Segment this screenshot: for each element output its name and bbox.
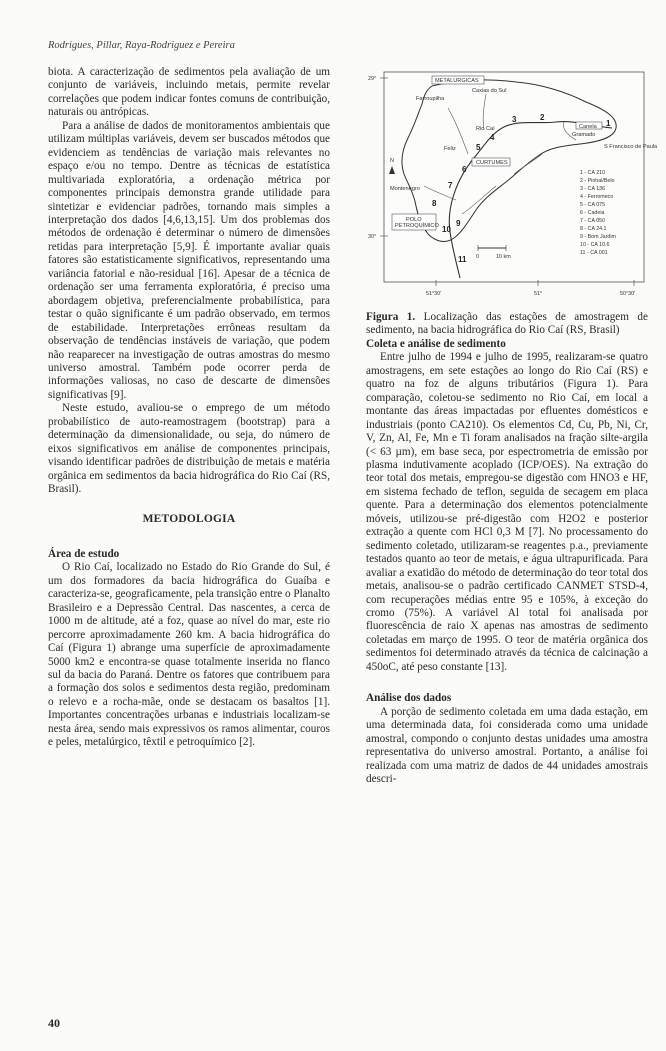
station-4: 4 — [490, 133, 495, 142]
label-caxias: Caxias do Sul — [472, 88, 507, 94]
paragraph-multivariate: Para a análise de dados de monitoramentos ambientais que utilizam múltiplas variáveis, devem ser buscados métodos que evidenciem as tendências de variação mais relevantes no espaço e/ou no tempo. Dentre as técnicas de estatística multivariada exploratória, a ordenação métrica por componentes principais demonstra grande utilidade para sintetizar e evidenciar padrões, tornando mais simples a interpretação dos dados [4,6,13,15]. Um dos problemas dos métodos de ordenação é determinar o número de dimensões retidas para interpretação [5,9]. É importante avaliar quais fatores são estatisticamente significativos, representando uma variância fatorial e não-residual [16]. Apesar de a técnica de ordenação ser uma ferramenta exploratória, é preciso uma abordagem objetiva, preferencialmente probabilística, para testar o quão significante é um padrão observado, em termos de estabilidade. Interpretações errôneas resultam da observação de tendências instáveis de variação, que podem não reaparecer na investigação de outras amostras do mesmo universo amostral. Também pode ocorrer perda de informações valiosas, no caso de descarte de dimensões significativas [9]. — [48, 119, 330, 401]
label-polo: POLO — [406, 217, 422, 223]
scale-zero-label: 0 — [476, 254, 479, 260]
label-petroquimico: PETROQUÍMICO — [395, 223, 439, 229]
figure-caption — [366, 311, 648, 338]
figure-label: Figura 1. — [366, 311, 416, 323]
label-farroupilha: Farroupilha — [416, 96, 445, 102]
subsection-title-analise: Análise dos dados — [366, 692, 452, 705]
legend-item: 1 - CA 210 — [580, 170, 606, 176]
legend-item: 7 - CA 050 — [580, 218, 606, 224]
station-3: 3 — [512, 115, 517, 124]
label-metalurgicas: METALURGICAS — [435, 78, 479, 84]
basin-map — [366, 66, 658, 301]
station-10: 10 — [442, 225, 451, 234]
station-11: 11 — [458, 255, 467, 264]
scale-km-label: 10 km — [496, 254, 511, 260]
paragraph-rio-cai: O Rio Caí, localizado no Estado do Rio Grande do Sul, é um dos formadores da bacia hidrográfica do Guaíba e caracteriza-se, geograficamente, pela transição entre o Planalto Brasileiro e a Depressão Central. Das nascentes, a cerca de 1000 m de altitude, até a foz, quase ao nível do mar, este rio percorre aproximadamente 260 km. A bacia hidrográfica do Caí (Figura 1) abrange uma superfície de aproximadamente 5000 km2 e encontra-se quase totalmente inserida no flanco sul da bacia do Paraná. Dentre os fatores que contribuem para a formação dos solos e sedimentos desta região, predominam o relevo e a rocha-mãe, onde se destacam os basaltos [1]. Importantes concentrações urbanas e industriais localizam-se nesta área, sendo mais expressivos os ramos alimentar, couros e peles, metalúrgico, têxtil e petroquímico [2]. — [48, 561, 331, 749]
figure-map — [366, 66, 658, 301]
label-rio-cai: Rio Caí — [476, 126, 495, 132]
north-label: N — [390, 158, 394, 164]
legend-item: 3 - CA 136 — [580, 186, 606, 192]
station-1: 1 — [606, 119, 611, 128]
label-montenegro: Montenegro — [390, 186, 420, 192]
legend-item: 8 - CA 24.1 — [580, 226, 607, 232]
left-column — [48, 66, 330, 750]
label-canela: Canela — [579, 124, 597, 130]
label-curtumes: CURTUMES — [476, 160, 508, 166]
station-5: 5 — [476, 143, 481, 152]
section-title-metodologia: METODOLOGIA — [142, 512, 236, 525]
paragraph-bootstrap: Neste estudo, avaliou-se o emprego de um método probabilístico de auto-reamostragem (bootstrap) para a determinação da dimensionalidade, ou seja, do número de eixos significativos em análise de componentes principais, visando identificar padrões de distribuição de metais e matéria orgânica em sedimentos da bacia hidrográfica do Rio Caí (RS, Brasil). — [48, 402, 330, 496]
lon-left-label: 51°30' — [426, 291, 442, 297]
label-feliz: Feliz — [444, 146, 456, 152]
legend-item: 4 - Ferromeco — [580, 194, 614, 200]
lat-top-label: 29° — [368, 76, 377, 82]
station-9: 9 — [456, 219, 461, 228]
legend-item: 11 - CA 001 — [580, 250, 608, 256]
label-gramado: Gramado — [572, 132, 596, 138]
lon-mid-label: 51° — [534, 291, 543, 297]
legend-item: 2 - Pinhal/Belo — [580, 178, 615, 184]
running-head: Rodrigues, Pillar, Raya-Rodriguez e Pereira — [48, 40, 235, 51]
label-sao-francisco: S Francisco de Paula — [604, 144, 658, 150]
paragraph-biota: biota. A caracterização de sedimentos pela avaliação de um conjunto de variáveis, incluindo metais, permite revelar correlações que podem indicar fontes comuns de contribuição, naturais ou antrópicas. — [48, 66, 330, 119]
page-number: 40 — [48, 1016, 60, 1030]
subsection-title-coleta: Coleta e análise de sedimento — [366, 337, 506, 350]
station-6: 6 — [462, 165, 467, 174]
paragraph-analise: A porção de sedimento coletada em uma dada estação, em uma determinada data, foi considerada como uma unidade amostral, compondo o conjunto destas unidades uma amostra representativa do universo amostral. Portanto, a análise foi realizada com uma matriz de dados de 44 unidades amostrais descri- — [366, 705, 648, 785]
legend-item: 6 - Cadeia — [580, 210, 605, 216]
subsection-title-area: Área de estudo — [48, 547, 120, 560]
right-column — [366, 66, 658, 786]
paragraph-coleta: Entre julho de 1994 e julho de 1995, realizaram-se quatro amostragens, em sete estações ao longo do Rio Caí (RS) e quatro na foz de alguns tributários (Figura 1). Para comparação, coletou-se sedimento no Rio Caí, em local a montante das áreas impactadas por efluentes domésticos e industriais (ponto CA210). Os elementos Cd, Cu, Pb, Ni, Cr, V, Zn, Al, Fe, Mn e Ti foram analisados na fração silte-argila (< 63 µm), em base seca, por espectrometria de emissão por plasma indutivamente acoplado (ICP/OES). Na extração do teor total dos metais, empregou-se digestão com HNO3 e HF, em sistema fechado de teflon, seguida de secagem em placa quente. Para a determinação dos elementos potencialmente móveis, utilizou-se pré-digestão com H2O2 e posterior extração a quente com HCl 0,3 M [7]. No processamento do sedimento coletado, utilizaram-se reagentes p.a., previamente testados quanto ao teor de metais, e água ultrapurificada. Para avaliar a exatidão do método de determinação do teor total dos metais, analisou-se o padrão certificado CANMET STSD-4, com recuperações médias entre 95 e 105%, à exceção do cromo (75%). A variável Al total foi analisada por fluorescência de raio X apenas nas amostras de sedimento coletadas em março de 1995. O teor de matéria orgânica dos sedimentos foi determinado através da técnica de calcinação a 450oC, até peso constante [13]. — [366, 351, 648, 673]
lon-right-label: 50°30' — [620, 291, 636, 297]
station-8: 8 — [432, 199, 437, 208]
figure-caption-text: Localização das estações de amostragem de sedimento, na bacia hidrográfica do Rio Caí (RS, Brasil) — [366, 311, 648, 337]
legend-item: 10 - CA 10.6 — [580, 242, 610, 248]
legend-item: 5 - CA 075 — [580, 202, 606, 208]
lat-bottom-label: 30° — [368, 234, 377, 240]
station-7: 7 — [448, 181, 453, 190]
legend-item: 9 - Bom Jardim — [580, 234, 616, 240]
station-2: 2 — [540, 113, 545, 122]
